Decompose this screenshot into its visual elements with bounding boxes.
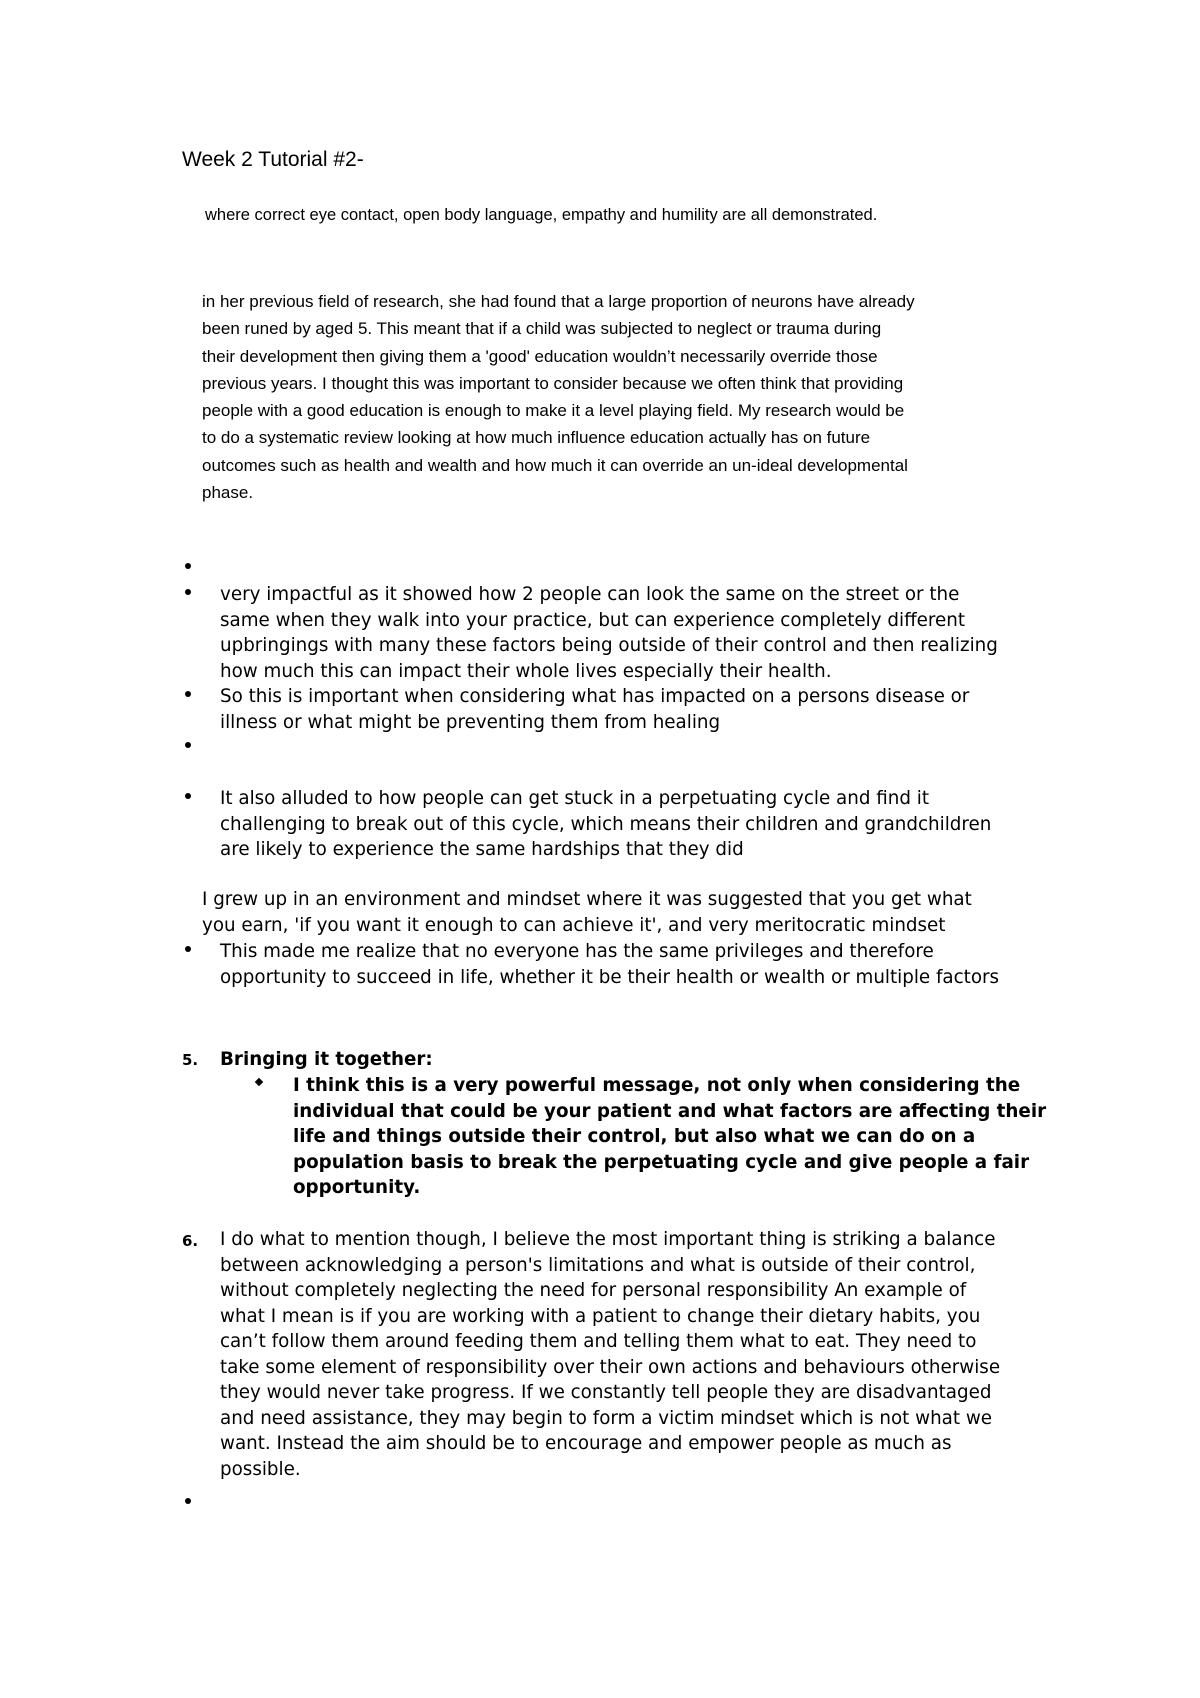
text-line: between acknowledging a person's limitations and what is outside of their control,	[220, 1254, 976, 1276]
text-line: want. Instead the aim should be to encourage and empower people as much as	[220, 1433, 952, 1454]
text-line: outcomes such as health and wealth and how much it can override an un-ideal developmental	[202, 455, 908, 475]
text-line: to do a systematic review looking at how much influence education actually has on future	[202, 428, 871, 448]
text-line: So this is important when considering what has impacted on a persons disease or	[220, 686, 970, 707]
text-line: very impactful as it showed how 2 people can look the same on the street or the	[220, 584, 960, 605]
text-line: what I mean is if you are working with a patient to change their dietary habits, you	[220, 1305, 981, 1327]
text-line: I think this is a very powerful message, not only when considering the	[293, 1075, 1021, 1096]
bullet-icon	[185, 589, 191, 595]
bullet-icon	[185, 793, 191, 799]
text-line: they would never take progress. If we constantly tell people they are disadvantaged	[220, 1382, 992, 1403]
bullet-icon	[185, 946, 191, 952]
text-line: possible.	[220, 1458, 301, 1480]
text-line: population basis to break the perpetuating cycle and give people a fair	[293, 1151, 1030, 1173]
text-line: opportunity to succeed in life, whether it be their health or wealth or multiple factors	[220, 966, 1000, 988]
text-line: are likely to experience the same hardships that they did	[220, 839, 744, 860]
bullet-icon	[185, 1498, 191, 1504]
section-number: 6.	[182, 1232, 199, 1250]
bullet-item-impactful	[220, 582, 998, 684]
bullet-icon	[185, 742, 191, 748]
text-line: take some element of responsibility over their own actions and behaviours otherwise	[220, 1356, 1001, 1378]
bullet-item-disease	[220, 684, 969, 735]
intro-paragraph: where correct eye contact, open body language, empathy and humility are all demonstrated.	[205, 206, 878, 224]
text-line: been runed by aged 5. This meant that if a child was subjected to neglect or trauma during	[202, 319, 882, 339]
section-number: 5.	[182, 1051, 199, 1069]
text-line: in her previous field of research, she had found that a large proportion of neurons have already	[202, 292, 915, 311]
bullet-icon	[185, 563, 191, 569]
research-paragraph	[202, 288, 1082, 506]
text-line: can’t follow them around feeding them and telling them what to eat. They need to	[220, 1331, 977, 1352]
text-line: life and things outside their control, but also what we can do on a	[293, 1126, 976, 1147]
bullet-item-cycle	[220, 786, 991, 863]
text-line: I grew up in an environment and mindset where it was suggested that you get what	[202, 889, 972, 910]
text-line: This made me realize that no everyone has the same privileges and therefore	[220, 941, 934, 962]
text-line: opportunity.	[293, 1177, 421, 1198]
balance-paragraph	[220, 1227, 1000, 1482]
text-line: I do what to mention though, I believe the most important thing is striking a balance	[220, 1229, 996, 1250]
bullet-icon	[185, 691, 191, 697]
text-line: individual that could be your patient and what factors are affecting their	[293, 1100, 1047, 1122]
text-line: upbringings with many these factors being outside of their control and then realizing	[220, 635, 998, 656]
bullet-item-privileges	[220, 939, 999, 990]
grew-up-paragraph	[202, 887, 972, 938]
square-bullet-icon	[255, 1078, 263, 1086]
text-line: challenging to break out of this cycle, which means their children and grandchildren	[220, 813, 992, 835]
text-line: It also alluded to how people can get stuck in a perpetuating cycle and find it	[220, 788, 930, 809]
text-line: phase.	[202, 483, 254, 503]
text-line: people with a good education is enough to make it a level playing field. My research would be	[202, 401, 905, 421]
text-line: previous years. I thought this was important to consider because we often think that providing	[202, 373, 904, 393]
section-heading: Bringing it together:	[220, 1049, 433, 1070]
powerful-message-paragraph	[293, 1073, 1046, 1201]
text-line: same when they walk into your practice, but can experience completely different	[220, 609, 966, 631]
text-line: and need assistance, they may begin to form a victim mindset which is not what we	[220, 1407, 993, 1429]
text-line: their development then giving them a 'good' education wouldn’t necessarily override those	[202, 346, 878, 366]
text-line: you earn, 'if you want it enough to can achieve it', and very meritocratic mindset	[202, 914, 946, 936]
text-line: illness or what might be preventing them from healing	[220, 711, 721, 733]
text-line: how much this can impact their whole lives especially their health.	[220, 660, 832, 682]
text-line: without completely neglecting the need for personal responsibility An example of	[220, 1280, 967, 1301]
page-title: Week 2 Tutorial #2-	[182, 148, 364, 171]
